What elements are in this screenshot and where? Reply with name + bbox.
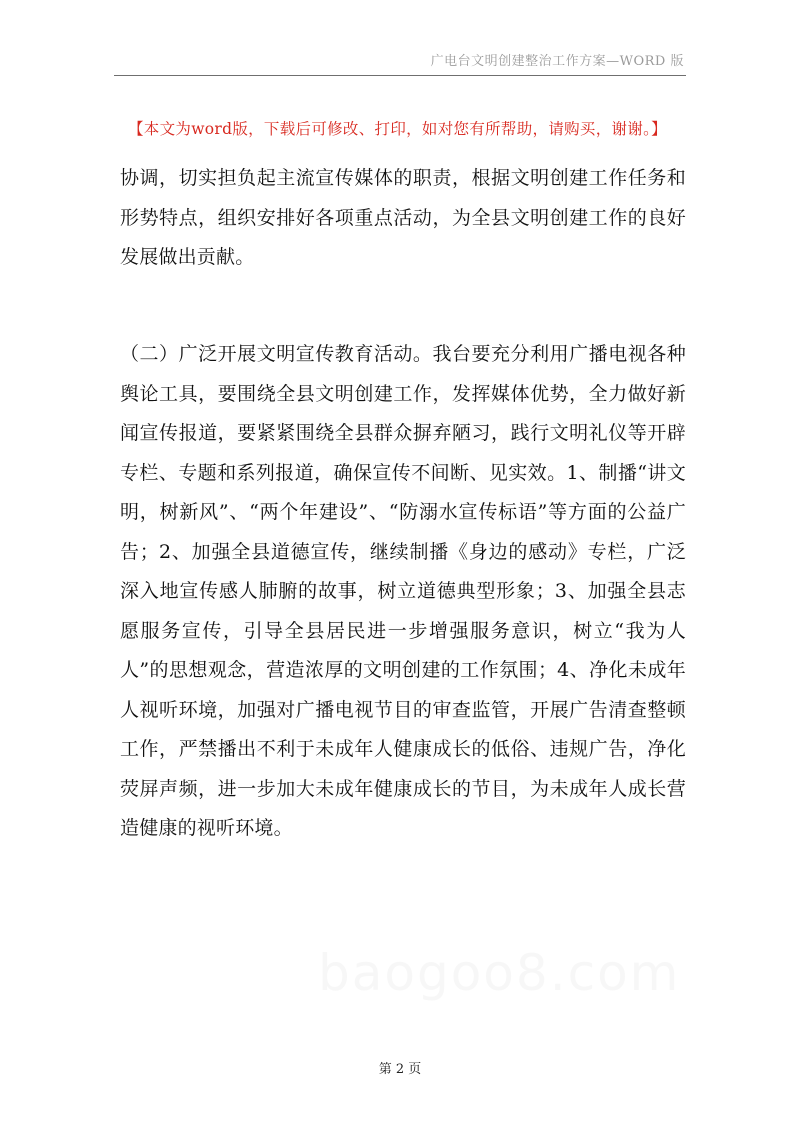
body-paragraph-1: 协调，切实担负起主流宣传媒体的职责，根据文明创建工作任务和形势特点，组织安排好各项重点活动，为全县文明创建工作的良好发展做出贡献。 xyxy=(120,167,686,268)
watermark: baogoo8.com xyxy=(318,944,681,1002)
header-divider xyxy=(114,75,686,76)
running-header-title: 广电台文明创建整治工作方案—WORD 版 xyxy=(430,54,684,69)
body-paragraph-2: （二）广泛开展文明宣传教育活动。我台要充分利用广播电视各种舆论工具，要围绕全县文明创建工作，发挥媒体优势，全力做好新闻宣传报道，要紧紧围绕全县群众摒弃陋习，践行文明礼仪等开辟专栏、专题和系列报道，确保宣传不间断、见实效。1、制播“讲文明，树新风”、“两个年建设”、“防溺水宣传标语”等方面的公益广告；2、加强全县道德宣传，继续制播《身边的感动》专栏，广泛深入地宣传感人肺腑的故事，树立道德典型形象；3、加强全县志愿服务宣传，引导全县居民进一步增强服务意识，树立“我为人人”的思想观念，营造浓厚的文明创建的工作氛围；4、净化未成年人视听环境，加强对广播电视节目的审查监管，开展广告清查整顿工作，严禁播出不利于未成年人健康成长的低俗、违规广告，净化荧屏声频，进一步加大未成年健康成长的节目，为未成年人成长营造健康的视听环境。 xyxy=(120,343,686,839)
download-notice: 【本文为word版，下载后可修改、打印，如对您有所帮助，请购买，谢谢。】 xyxy=(128,120,667,138)
page-number: 第 2 页 xyxy=(378,1062,422,1077)
